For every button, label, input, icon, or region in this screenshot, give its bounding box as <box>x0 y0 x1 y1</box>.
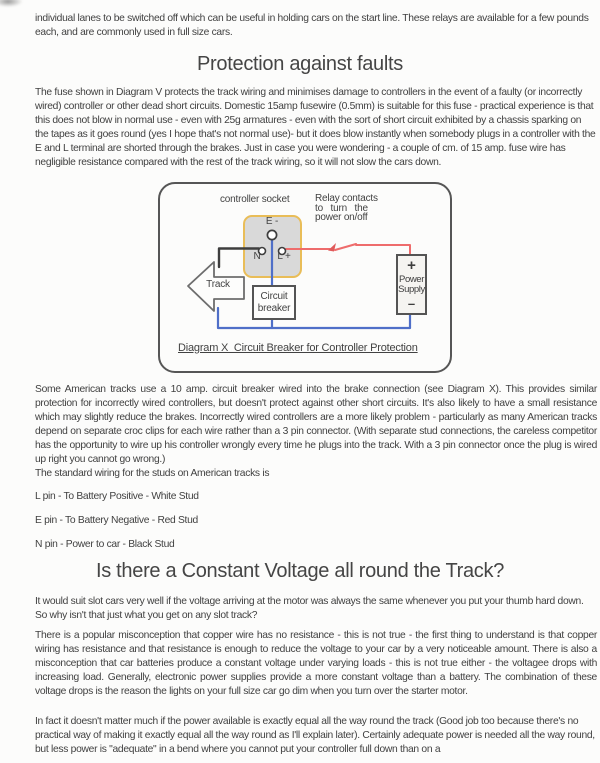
section-title-constant-voltage: Is there a Constant Voltage all round the Track? <box>95 560 505 582</box>
live-wire-right <box>356 245 410 254</box>
power-supply-name-line1: Power <box>399 274 424 285</box>
in-fact-paragraph: In fact it doesn't matter much if the power available is exactly equal all the way round the track (Good job too because there's no practical way of making it exactly equal all the way round as I'll explain later). Certainly adequate power is needed all the way round, but less power is "adequate" in a bend where you cannot put your controller full down than on a <box>35 716 595 755</box>
circuit-breaker-box <box>252 285 296 320</box>
power-supply-name-line2: Supply <box>398 284 425 295</box>
return-wire-bottom <box>218 308 410 328</box>
misconception-paragraph: There is a popular misconception that copper wire has no resistance - this is not true - the first thing to understand is that copper wiring has resistance and that resistance is enough to reduce the voltage to your car by a very noticeable amount. There is also a misconception that car batteries produce a constant voltage under varying loads - this is not true either - the voltagee drops with increasing load. Generally, electronic power supplies provide a more constant voltage than a battery. The combination of these voltage drops is the reason the lights on your full size car go dim when you turn over the starter motor. <box>35 630 597 697</box>
terminal-n-label: N <box>253 251 261 262</box>
terminal-l-label: L + <box>277 251 291 262</box>
stud-line-n: N pin - Power to car - Black Stud <box>35 539 175 550</box>
relay-label-line3: power on/off <box>315 212 368 223</box>
circuit-breaker-diagram <box>158 182 452 373</box>
diagram-caption: Diagram X Circuit Breaker for Controller Protection <box>178 342 418 354</box>
stud-line-e: E pin - To Battery Negative - Red Stud <box>35 515 198 526</box>
american-tracks-paragraph: Some American tracks use a 10 amp. circuit breaker wired into the brake connection (see Diagram X). This provides similar protection for incorrectly wired controllers, but doesn't protect against other short circuits. It's also likely to have a small resistance which may slightly reduce the brakes. Incorrectly wired controllers are a more likely problem - particularly as many American tracks depend on separate croc clips for each wire rather than a 3 pin connector. (With separate stud connections, the careless competitor has the opportunity to wire up his controller wrongly every time he plugs into the track. With a 3 pin connector once the plug is wired up right you cannot go wrong.) <box>35 384 597 465</box>
track-label: Track <box>206 279 230 290</box>
voltage-intro-paragraph: It would suit slot cars very well if the voltage arriving at the motor was always the same whenever you put your thumb hard down. So why isn't that just what you get on any slot track? <box>35 596 584 621</box>
circuit-breaker-label-line2: breaker <box>257 302 291 314</box>
standard-wiring-paragraph: The standard wiring for the studs on American tracks is <box>35 468 270 479</box>
relay-label-line1: Relay contacts <box>315 193 378 204</box>
circuit-breaker-label-line1: Circuit <box>260 291 288 302</box>
stud-line-l: L pin - To Battery Positive - White Stud <box>35 491 199 502</box>
fuse-paragraph: The fuse shown in Diagram V protects the track wiring and minimises damage to controllers in the event of a faulty (or incorrectly wired) controller or other dead short circuits. Domestic 15amp fusewire (0.5mm) is suitable for this fuse - practical experience is that this does not blow in normal use - even with 25g armatures - even with the sort of short circuit exhibited by a chassis sparking on the tapes as it goes round (yes I hope that's not normal use)- but it does blow instantly when somebody plugs in a controller with the E and L terminal are shorted through the brakes. Just in case you were wondering - a couple of cm. of 15 amp. fuse wire has negligible resistance compared with the rest of the track wiring, so it will not slow the cars down. <box>35 87 596 168</box>
terminal-e-circle <box>267 230 276 239</box>
power-supply-plus: + <box>407 257 416 274</box>
power-supply-box <box>396 254 427 315</box>
power-supply-minus: – <box>407 296 416 311</box>
section-title-protection-against-faults: Protection against faults <box>197 53 403 75</box>
relay-label-line2: to turn the <box>315 202 368 214</box>
relay-switch-blade <box>335 244 356 250</box>
intro-paragraph: individual lanes to be switched off which can be useful in holding cars on the start line. These relays are available for a few pounds each, and are commonly used in full size cars. <box>35 13 589 38</box>
controller-socket-label: controller socket <box>220 194 290 205</box>
relay-contacts-label <box>315 194 385 223</box>
scan-artifact-smudge <box>0 0 23 7</box>
terminal-e-label: E - <box>265 216 279 227</box>
